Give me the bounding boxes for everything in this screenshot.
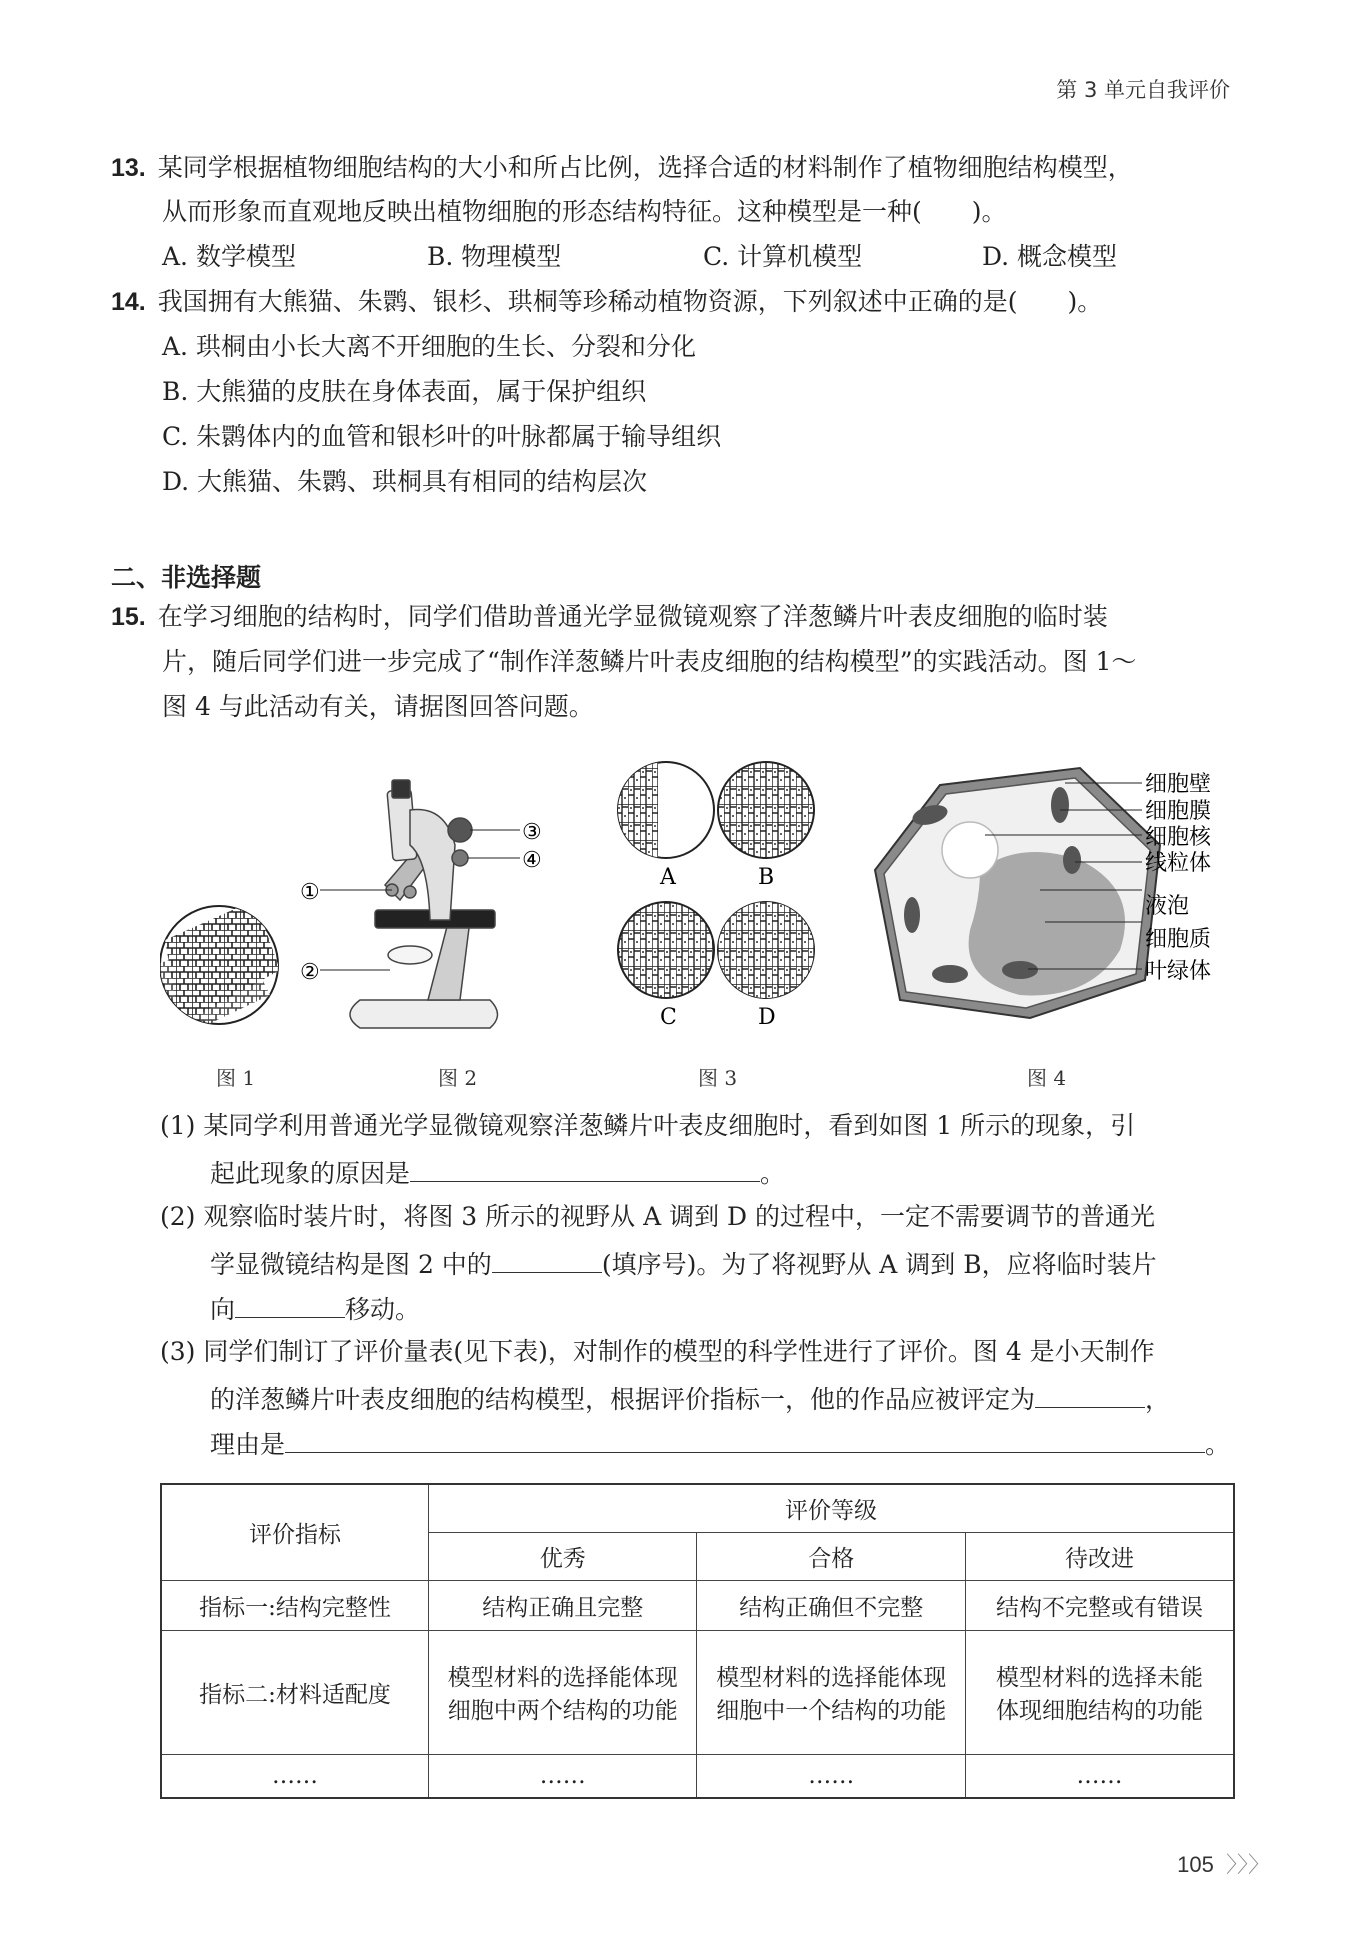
sub2-line2 bbox=[210, 1246, 1157, 1281]
table-cell bbox=[429, 1630, 697, 1754]
table-level-improve: 待改进 bbox=[965, 1532, 1234, 1580]
table-header-row bbox=[161, 1484, 1234, 1532]
fig4-label-chloroplast: 叶绿体 bbox=[1145, 959, 1212, 984]
sub2-text-a: 学显微镜结构是图 2 中的 bbox=[210, 1250, 492, 1279]
fig2-label-3: ③ bbox=[522, 820, 542, 845]
table-cell: …… bbox=[965, 1754, 1234, 1798]
q13-option-c: C. 计算机模型 bbox=[703, 242, 863, 271]
fig2-label-1: ① bbox=[300, 880, 320, 905]
fig4-label-vacuole: 液泡 bbox=[1145, 894, 1190, 919]
page-number bbox=[1177, 1848, 1270, 1879]
q13-line1 bbox=[111, 152, 1133, 184]
fig4-label-cell-membrane: 细胞膜 bbox=[1145, 799, 1212, 824]
table-cell: …… bbox=[161, 1754, 429, 1798]
sub2-text-c: 向 bbox=[210, 1295, 236, 1324]
figure4-caption: 图 4 bbox=[1027, 1066, 1067, 1090]
q13-option-d: D. 概念模型 bbox=[982, 242, 1118, 271]
sub2-text-d: 移动。 bbox=[345, 1295, 421, 1324]
sub2-text-b: (填序号)。为了将视野从 A 调到 B，应将临时装片 bbox=[601, 1250, 1157, 1279]
table-cell: 结构正确且完整 bbox=[429, 1580, 697, 1630]
fig3-label-a: A bbox=[660, 865, 676, 890]
q14-stem-line bbox=[111, 286, 1102, 318]
q14-option-b: B. 大熊猫的皮肤在身体表面，属于保护组织 bbox=[162, 377, 647, 406]
figure3-caption: 图 3 bbox=[698, 1066, 738, 1090]
sub3-text-b: 理由是 bbox=[210, 1430, 286, 1459]
table-cell: 指标一:结构完整性 bbox=[161, 1580, 429, 1630]
fig3-label-c: C bbox=[660, 1005, 677, 1030]
fig2-label-2: ② bbox=[300, 960, 320, 985]
sub3-comma: ， bbox=[1145, 1385, 1171, 1414]
table-level-pass: 合格 bbox=[697, 1532, 965, 1580]
table-cell-line: 模型材料的选择未能 bbox=[995, 1665, 1203, 1691]
page-number-value: 105 bbox=[1177, 1852, 1214, 1877]
answer-blank-4[interactable] bbox=[1035, 1381, 1145, 1408]
table-header-indicator: 评价指标 bbox=[161, 1484, 429, 1580]
q14-option-d: D. 大熊猫、朱鹮、珙桐具有相同的结构层次 bbox=[162, 467, 648, 496]
table-cell: …… bbox=[697, 1754, 965, 1798]
q13-number: 13. bbox=[111, 154, 146, 182]
table-cell bbox=[697, 1630, 965, 1754]
figure1-caption: 图 1 bbox=[216, 1066, 256, 1090]
sub2-line1: (2) 观察临时装片时，将图 3 所示的视野从 A 调到 D 的过程中，一定不需要调节的普通光 bbox=[160, 1202, 1156, 1231]
sub3-line1: (3) 同学们制订了评价量表(见下表)，对制作的模型的科学性进行了评价。图 4 是小天制作 bbox=[160, 1337, 1155, 1366]
table-row bbox=[161, 1580, 1234, 1630]
q14-option-a: A. 珙桐由小长大离不开细胞的生长、分裂和分化 bbox=[162, 332, 696, 361]
figure1-overlapping-cells bbox=[160, 900, 280, 1040]
q13-option-a: A. 数学模型 bbox=[162, 242, 296, 271]
q15-text-1: 在学习细胞的结构时，同学们借助普通光学显微镜观察了洋葱鳞片叶表皮细胞的临时装 bbox=[157, 602, 1108, 631]
sub3-line3 bbox=[210, 1426, 1230, 1461]
fig3-label-b: B bbox=[758, 865, 775, 890]
figure2-microscope bbox=[320, 780, 520, 1028]
q15-line1 bbox=[111, 601, 1108, 633]
q15-line3: 图 4 与此活动有关，请据图回答问题。 bbox=[162, 692, 594, 721]
page-header: 第 3 单元自我评价 bbox=[1056, 78, 1230, 102]
answer-blank-3[interactable] bbox=[235, 1291, 345, 1318]
table-cell-line: 模型材料的选择能体现 bbox=[447, 1665, 678, 1691]
fig4-label-cell-wall: 细胞壁 bbox=[1145, 772, 1212, 797]
figure3-view-b bbox=[718, 762, 814, 858]
evaluation-table bbox=[160, 1483, 1235, 1799]
q13-option-b: B. 物理模型 bbox=[427, 242, 562, 271]
sub3-line2 bbox=[210, 1381, 1170, 1416]
sub2-line3 bbox=[210, 1291, 420, 1326]
fig2-label-4: ④ bbox=[522, 848, 542, 873]
sub1-line2 bbox=[210, 1155, 785, 1190]
answer-blank-1[interactable] bbox=[410, 1155, 760, 1182]
q14-stem: 我国拥有大熊猫、朱鹮、银杉、珙桐等珍稀动植物资源，下列叙述中正确的是( )。 bbox=[157, 287, 1103, 316]
figure3-view-a bbox=[618, 762, 714, 858]
sub3-period: 。 bbox=[1205, 1430, 1231, 1459]
table-header-grade: 评价等级 bbox=[429, 1484, 1235, 1532]
sub1-text: 起此现象的原因是 bbox=[210, 1159, 411, 1188]
section-title: 二、非选择题 bbox=[111, 563, 262, 592]
table-level-excellent: 优秀 bbox=[429, 1532, 697, 1580]
answer-blank-5[interactable] bbox=[285, 1426, 1205, 1453]
table-cell: …… bbox=[429, 1754, 697, 1798]
sub1-period: 。 bbox=[760, 1159, 786, 1188]
fig4-label-mitochondria: 线粒体 bbox=[1145, 851, 1212, 876]
q13-line2: 从而形象而直观地反映出植物细胞的形态结构特征。这种模型是一种( )。 bbox=[162, 197, 1007, 226]
table-cell: 结构不完整或有错误 bbox=[965, 1580, 1234, 1630]
figures-illustration bbox=[160, 750, 1240, 1050]
sub3-text-a: 的洋葱鳞片叶表皮细胞的结构模型，根据评价指标一，他的作品应被评定为 bbox=[210, 1385, 1036, 1414]
table-cell: 结构正确但不完整 bbox=[697, 1580, 965, 1630]
answer-blank-2[interactable] bbox=[492, 1246, 602, 1273]
table-cell-line: 细胞中两个结构的功能 bbox=[447, 1698, 678, 1724]
table-cell-line: 模型材料的选择能体现 bbox=[716, 1665, 947, 1691]
fig4-label-nucleus: 细胞核 bbox=[1145, 825, 1212, 850]
table-row bbox=[161, 1630, 1234, 1754]
q15-number: 15. bbox=[111, 603, 146, 631]
q14-number: 14. bbox=[111, 288, 146, 316]
table-cell-line: 体现细胞结构的功能 bbox=[995, 1698, 1203, 1724]
table-cell bbox=[965, 1630, 1234, 1754]
table-cell: 指标二:材料适配度 bbox=[161, 1630, 429, 1754]
q15-line2: 片，随后同学们进一步完成了“制作洋葱鳞片叶表皮细胞的结构模型”的实践活动。图 1～ bbox=[162, 647, 1137, 676]
figure2-caption: 图 2 bbox=[438, 1066, 478, 1090]
sub1-line1: (1) 某同学利用普通光学显微镜观察洋葱鳞片叶表皮细胞时，看到如图 1 所示的现象，引 bbox=[160, 1111, 1136, 1140]
q14-option-c: C. 朱鹮体内的血管和银杉叶的叶脉都属于输导组织 bbox=[162, 422, 722, 451]
figure3-view-c bbox=[618, 902, 714, 998]
q13-text-1: 某同学根据植物细胞结构的大小和所占比例，选择合适的材料制作了植物细胞结构模型， bbox=[157, 153, 1133, 182]
fig4-label-cytoplasm: 细胞质 bbox=[1145, 927, 1212, 952]
figure4-cell-model bbox=[875, 768, 1160, 1018]
fig3-label-d: D bbox=[758, 1005, 776, 1030]
page-arrows-icon: 〉〉〉 bbox=[1225, 1852, 1270, 1877]
table-cell-line: 细胞中一个结构的功能 bbox=[716, 1698, 947, 1724]
table-row bbox=[161, 1754, 1234, 1798]
figure3-view-d bbox=[718, 902, 814, 998]
